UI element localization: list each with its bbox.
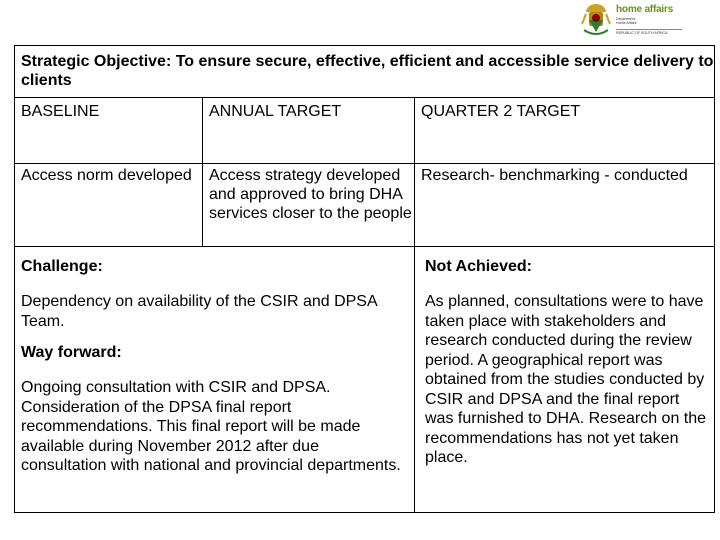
column-header-annual-target: ANNUAL TARGET bbox=[203, 98, 415, 164]
status-text: As planned, consultations were to have taken place with stakeholders and research conducted during the review period. A geographical report was obtained from the studies conducted by CSIR and DPSA and the final report was furnished to DHA. Research on the recommendations has not yet taken place. bbox=[425, 293, 707, 466]
way-forward-text: Ongoing consultation with CSIR and DPSA. Consideration of the DPSA final report recommendations. This final report will be made available during November 2012 after due consultation with national and provincial departments. bbox=[21, 379, 401, 474]
annual-target-value: Access strategy developed and approved to bring DHA services closer to the people bbox=[203, 164, 415, 247]
column-header-baseline: BASELINE bbox=[15, 98, 203, 164]
challenge-section bbox=[15, 247, 415, 512]
coat-of-arms-icon bbox=[580, 2, 612, 40]
status-section bbox=[415, 247, 714, 512]
brand-sub-line: Home Affairs bbox=[616, 21, 637, 25]
brand-divider bbox=[616, 29, 682, 30]
way-forward-label: Way forward: bbox=[21, 344, 122, 361]
department-logo bbox=[580, 2, 700, 42]
challenge-text: Dependency on availability of the CSIR and DPSA Team. bbox=[21, 293, 377, 330]
status-label: Not Achieved: bbox=[425, 258, 532, 275]
column-header-quarter-target: QUARTER 2 TARGET bbox=[415, 98, 714, 164]
strategic-objective: Strategic Objective: To ensure secure, effective, efficient and accessible service delivery to clients bbox=[15, 46, 714, 98]
objective-table bbox=[14, 45, 715, 513]
quarter-target-value: Research- benchmarking - conducted bbox=[415, 164, 714, 247]
challenge-label: Challenge: bbox=[21, 258, 103, 275]
brand-sub-line: REPUBLIC OF SOUTH AFRICA bbox=[616, 31, 668, 35]
baseline-value: Access norm developed bbox=[15, 164, 203, 247]
brand-name: home affairs bbox=[616, 4, 674, 15]
brand-sub-line: Department: bbox=[616, 17, 636, 21]
